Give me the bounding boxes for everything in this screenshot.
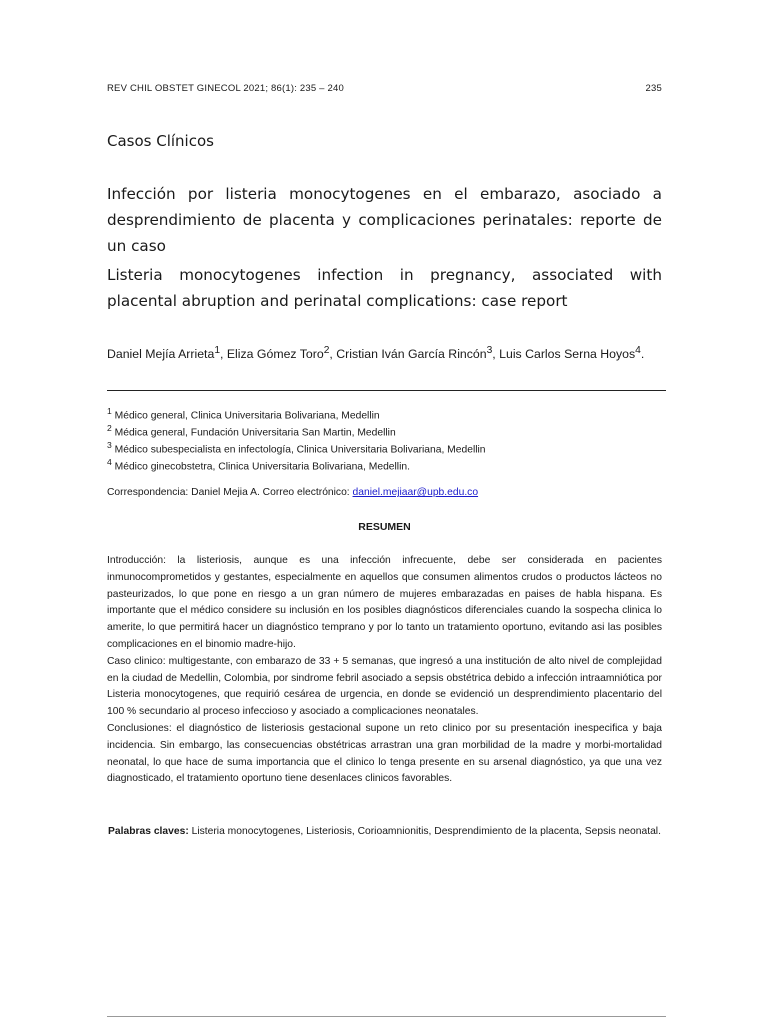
- keywords-text: Listeria monocytogenes, Listeriosis, Corioamnionitis, Desprendimiento de la placenta, Sepsis neonatal.: [188, 826, 661, 837]
- divider: [107, 390, 666, 391]
- affiliation: $^1$ Médico general, Clinica Universitaria Bolivariana, Medellin: [107, 406, 380, 422]
- abstract-paragraph-case: Caso clinico: multigestante, con embarazo de 33 + 5 semanas, que ingresó a una institución de alto nivel de complejidad en la ciudad de Medellin, Colombia, por sindrome febril asociado a sepsis obstétrica debido a infección intraamniótica por Listeria monocytogenes, que requirió cesárea de urgencia, en donde se evidenció un desprendimiento placentario del 100 % secundario al proceso infeccioso y asociado a complicaciones neonatales.: [107, 655, 662, 718]
- correspondence-label: Correspondencia: Daniel Mejia A. Correo electrónico:: [107, 487, 353, 498]
- affiliation: $^3$ Médico subespecialista en infectología, Clinica Universitaria Bolivariana, Medellin: [107, 440, 486, 456]
- title-spanish: Infección por listeria monocytogenes en el embarazo, asociado a desprendimiento de placenta y complicaciones perinatales: reporte de un caso: [107, 185, 662, 255]
- correspondence: [107, 487, 478, 498]
- author-list: [107, 342, 662, 363]
- author: Luis Carlos Serna Hoyos$^4$.: [499, 345, 645, 362]
- abstract-body: [107, 553, 662, 788]
- keywords: [107, 823, 662, 840]
- journal-citation: REV CHIL OBSTET GINECOL 2021; 86(1): 235 – 240: [107, 83, 344, 94]
- affiliation: $^4$ Médico ginecobstetra, Clinica Universitaria Bolivariana, Medellin.: [107, 457, 410, 473]
- keywords-label: Palabras claves:: [108, 826, 189, 837]
- abstract-paragraph-introduction: Introducción: la listeriosis, aunque es una infección infrecuente, debe ser considerada en pacientes inmunocomprometidos y gestantes, especialmente en aquellos que consumen alimentos crudos o productos lácteos no pasteurizados, lo que pone en riesgo a un gran número de mujeres embarazadas en paises de habla hispana. Es importante que el médico considere su inclusión en los posibles diagnósticos diferenciales cuando la sospecha clinica lo amerite, lo que permitirá hacer un diagnóstico temprano y por lo tanto un tratamiento oportuno, evitando asi las posibles complicaciones en el binomio madre-hijo.: [107, 555, 662, 650]
- affiliation: $^2$ Médica general, Fundación Universitaria San Martin, Medellin: [107, 423, 396, 439]
- footer-divider: [107, 1016, 666, 1017]
- author: Eliza Gómez Toro$^2$,: [226, 345, 337, 362]
- section-title: Casos Clínicos: [107, 132, 214, 150]
- abstract-heading: RESUMEN: [358, 521, 411, 533]
- author: Daniel Mejía Arrieta$^1$,: [107, 345, 227, 362]
- email-link[interactable]: daniel.mejiaar@upb.edu.co: [352, 487, 479, 498]
- abstract-paragraph-conclusions: Conclusiones: el diagnóstico de listeriosis gestacional supone un reto clinico por su presentación inespecifica y baja incidencia. Sin embargo, las consecuencias obstétricas arrastran una gran morbilidad de la madre y morbi-mortalidad neonatal, lo que hace de suma importancia que el clinico lo tenga presente en su arsenal diagnóstico, ya que una vez diagnosticado, el tratamiento oportuno tiene desenlaces clinicos favorables.: [107, 722, 662, 785]
- author: Cristian Iván García Rincón$^3$,: [336, 345, 500, 362]
- page-number: 235: [645, 83, 662, 94]
- running-header: [107, 83, 662, 94]
- title-english: Listeria monocytogenes infection in pregnancy, associated with placental abruption and perinatal complications: case report: [107, 266, 662, 310]
